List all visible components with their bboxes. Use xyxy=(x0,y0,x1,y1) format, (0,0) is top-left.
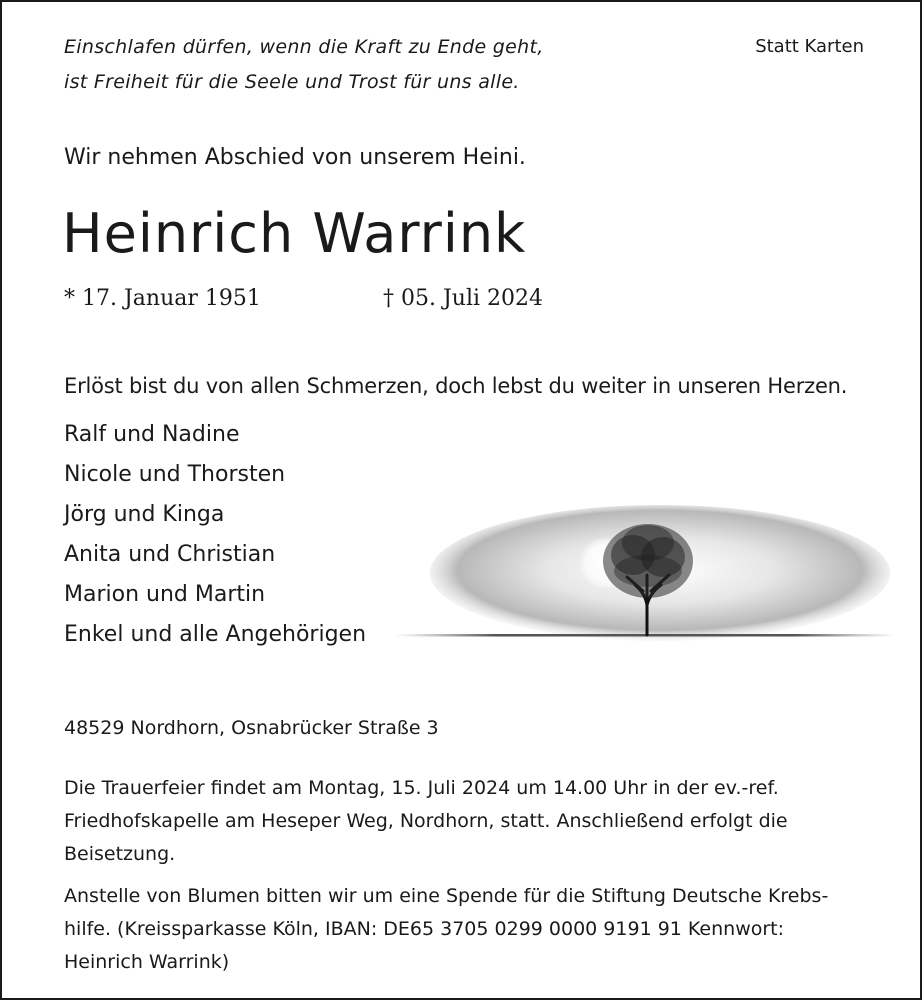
mourner-item: Ralf und Nadine xyxy=(64,422,240,447)
service-line: Friedhofskapelle am Heseper Weg, Nordhorn, statt. Anschließend erfolgt die xyxy=(64,810,788,832)
birth-date: * 17. Januar 1951 xyxy=(64,286,261,311)
statt-karten-label: Statt Karten xyxy=(755,36,864,57)
service-line: Beisetzung. xyxy=(64,843,176,865)
donation-line: Anstelle von Blumen bitten wir um eine Spende für die Stiftung Deutsche Krebs- xyxy=(64,885,829,907)
mourner-item: Anita und Christian xyxy=(64,542,276,567)
mourners-list xyxy=(64,415,366,655)
mourner-item: Jörg und Kinga xyxy=(64,502,225,527)
funeral-service-info xyxy=(64,772,788,871)
address: 48529 Nordhorn, Osnabrücker Straße 3 xyxy=(64,717,439,739)
motto-line-1: Einschlafen dürfen, wenn die Kraft zu Ende geht, xyxy=(64,36,544,58)
service-line: Die Trauerfeier findet am Montag, 15. Juli 2024 um 14.00 Uhr in der ev.-ref. xyxy=(64,777,779,799)
donation-info xyxy=(64,880,828,979)
mourner-item: Enkel und alle Angehörigen xyxy=(64,622,367,647)
mourner-item: Marion und Martin xyxy=(64,582,266,607)
horizon-line xyxy=(395,634,895,637)
intro-text: Wir nehmen Abschied von unserem Heini. xyxy=(64,145,526,170)
donation-line: Heinrich Warrink) xyxy=(64,951,230,973)
tree-landscape-icon xyxy=(395,505,895,650)
memorial-quote: Erlöst bist du von allen Schmerzen, doch lebst du weiter in unseren Herzen. xyxy=(64,374,848,398)
motto-line-2: ist Freiheit für die Seele und Trost für uns alle. xyxy=(64,71,520,93)
mourner-item: Nicole und Thorsten xyxy=(64,462,286,487)
donation-line: hilfe. (Kreissparkasse Köln, IBAN: DE65 3705 0299 0000 9191 91 Kennwort: xyxy=(64,918,785,940)
deceased-name: Heinrich Warrink xyxy=(62,202,527,265)
death-date: † 05. Juli 2024 xyxy=(383,286,544,311)
